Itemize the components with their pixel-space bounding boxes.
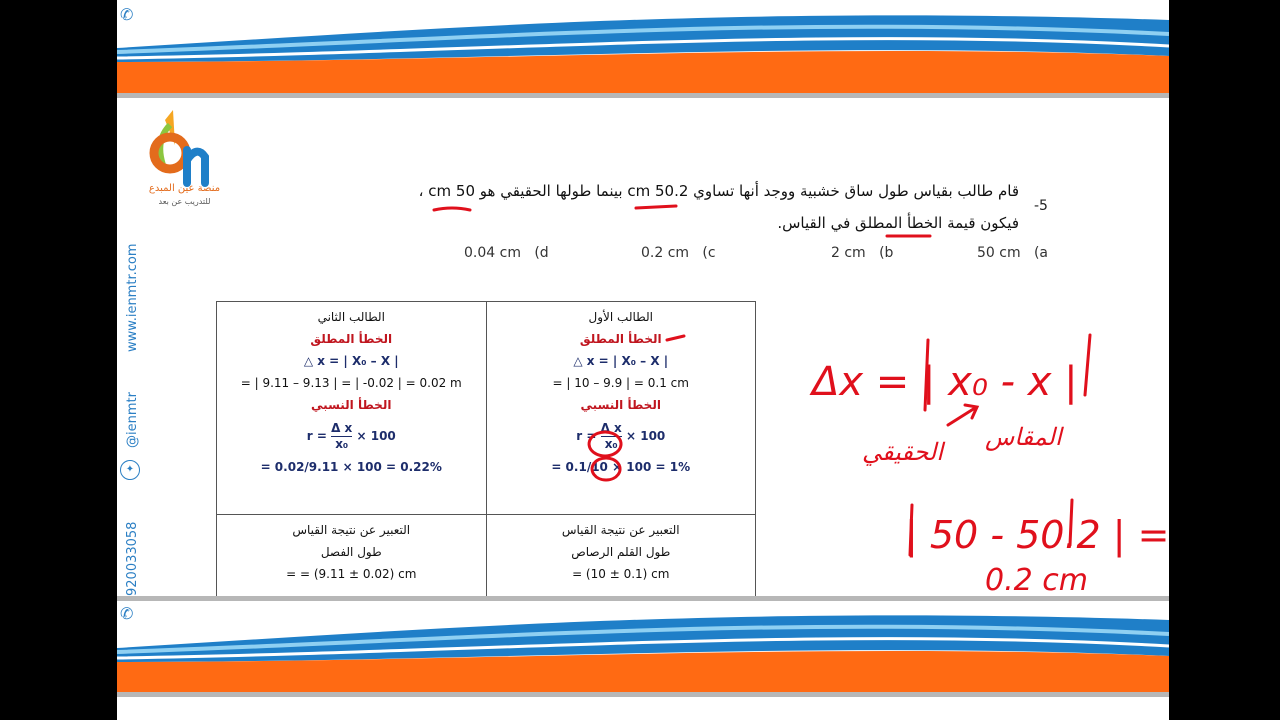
comparison-table [216,301,756,598]
student1-header: الطالب الأول [588,310,653,324]
hand-word-true: الحقيقي [862,438,943,466]
student2-column [217,302,487,515]
student2-object: طول الفصل [320,545,382,559]
hand-answer: 0.2 cm [985,563,1088,598]
phone-number: 920033058 [125,521,140,596]
student1-column [486,302,756,515]
student1-object: طول القلم الرصاص [571,545,671,559]
student2-header: الطالب الثاني [317,310,385,324]
top-decorative-band [117,0,1169,98]
student1-abs-label: الخطأ المطلق [579,332,662,346]
top-gray-strip [117,93,1169,98]
student2-result-cell [217,515,487,598]
student2-rel-calc: = 0.02/9.11 × 100 = 0.22% [260,460,442,474]
worksheet-page [117,0,1169,720]
student2-expr-label: التعبير عن نتيجة القياس [292,523,411,537]
student2-rel-formula: r = $\frac{\text{Δ x}}{\text{x₀}}$ × 100 [306,421,396,451]
student1-result: = (10 ± 0.1) cm [572,567,670,581]
bottom-decorative-band [117,600,1169,695]
option-c[interactable]: 0.2 cm (c [641,245,716,261]
student1-rel-calc: = 0.1/10 × 100 = 1% [551,460,691,474]
hand-formula: Δx = | x₀ - x | [812,359,1078,405]
student2-rel-label: الخطأ النسبي [311,398,392,412]
student1-result-cell [486,515,756,598]
option-a[interactable]: 50 cm (a [977,245,1049,261]
student2-abs-formula: △ x = | X₀ – X | [303,354,399,368]
bottom-gray-strip-2 [117,692,1169,697]
twitter-icon[interactable]: ✦ [120,460,140,480]
hand-calc: | 50 - 50.2 | = [905,513,1170,557]
student2-abs-calc: = | 9.11 – 9.13 | = | -0.02 | = 0.02 m [240,376,462,390]
option-b[interactable]: 2 cm (b [831,245,894,261]
student2-result: = = (9.11 ± 0.02) cm [286,567,417,581]
student1-abs-formula: △ x = | X₀ – X | [573,354,669,368]
logo-tagline: للتدريب عن بعد [158,197,211,206]
question-line-2: فيكون قيمة الخطأ المطلق في القياس. [777,214,1019,232]
option-d[interactable]: 0.04 cm (d [464,245,549,261]
website-link[interactable]: www.ienmtr.com [125,243,140,352]
logo-name: منصة عين المبدع [148,183,221,194]
student1-abs-calc: = | 10 – 9.9 | = 0.1 cm [552,376,689,390]
question-line-1: قام طالب بقياس طول ساق خشبية ووجد أنها تساوي 50.2 cm بينما طولها الحقيقي هو 50 cm ، [418,182,1019,200]
phone-icon: ✆ [120,604,134,623]
student1-expr-label: التعبير عن نتيجة القياس [561,523,680,537]
social-handle[interactable]: @ienmtr [125,392,140,448]
phone-icon-top: ✆ [120,5,134,24]
student1-rel-formula: r = $\frac{\text{Δ x}}{\text{x₀}}$ × 100 [576,421,666,451]
hand-word-measured: المقاس [985,423,1062,451]
student1-rel-label: الخطأ النسبي [580,398,661,412]
student2-abs-label: الخطأ المطلق [310,332,393,346]
question-number: -5 [1034,198,1048,214]
